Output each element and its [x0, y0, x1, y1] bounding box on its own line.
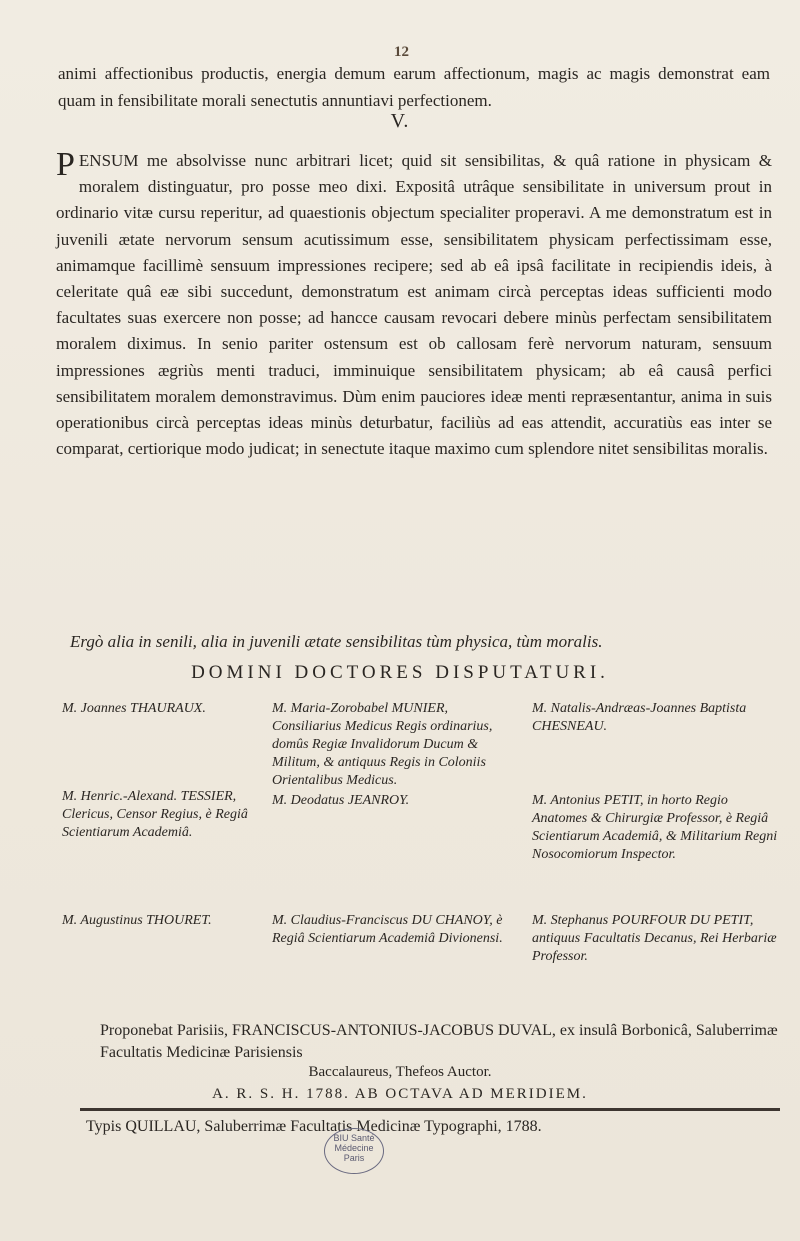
doctor-entry: M. Claudius-Franciscus DU CHANOY, è Regiâ Scientiarum Academiâ Divionensi. [272, 913, 503, 946]
library-stamp: BIU Santé Médecine Paris [324, 1128, 384, 1174]
ergo-conclusion: Ergò alia in senili, alia in juvenili ætate sensibilitas tùm physica, tùm moralis. [70, 632, 603, 651]
doctor-entry: M. Maria-Zorobabel MUNIER, Consiliarius Medicus Regis ordinarius, domûs Regiæ Invalidorum Ducum & Militum, & antiquus Regis in Coloniis Orientalibus Medicus. [272, 701, 493, 788]
printer-line: Typis QUILLAU, Saluberrimæ Facultatis Medicinæ Typographi, 1788. [86, 1118, 542, 1135]
doctor-entry: M. Joannes THAURAUX. [62, 701, 206, 716]
proponebat-line: Proponebat Parisiis, FRANCISCUS-ANTONIUS-JACOBUS DUVAL, ex insulâ Borbonicâ, Saluberrimæ Facultatis Medicinæ Parisiensis [100, 1022, 778, 1061]
page-number: 12 [394, 44, 409, 60]
divider-rule [80, 1108, 780, 1111]
doctors-heading: DOMINI DOCTORES DISPUTATURI. [191, 662, 609, 683]
drop-cap: P [56, 146, 75, 183]
doctor-entry: M. Deodatus JEANROY. [272, 793, 410, 808]
section-numeral: V. [390, 110, 410, 132]
doctor-entry: M. Augustinus THOURET. [62, 913, 212, 928]
date-line: A. R. S. H. 1788. AB OCTAVA AD MERIDIEM. [212, 1086, 588, 1102]
doctor-entry: M. Natalis-Andræas-Joannes Baptista CHESNEAU. [532, 701, 747, 734]
main-text: ENSUM me absolvisse nunc arbitrari licet; quid sit sensibilitas, & quâ ratione in physicam & moralem distinguatur, pro posse meo dixi. Expositâ utrâque sensibilitate in universum prout in ordinario vitæ cursu reperitur, ad quaestionis objectum specialiter properavi. A me demonstratum est in juvenili ætate nervorum sensum acutissimum esse, sensibilitatem physicam perfectissimam esse, animamque facillimè sensuum impressiones recipere; sed ab eâ ipsâ facilitate in recipiendis ideis, à celeritate quâ eæ sibi succedunt, demonstratum est animam circà perceptas ideas sufficienti modo facultates suas exercere non posse; ad hancce causam revocari debere minùs perfectam sensibilitatem moralem diximus. In senio pariter ostensum est ob callosam ferè nervorum naturam, sensuum impressiones ægriùs menti traduci, imminuique sensibilitatem physicam; ab eâ causâ perfici sensibilitatem moralem demonstravimus. Dùm enim pauciores ideæ menti repræsentantur, anima in suis operationibus circà perceptas ideas minùs deturbatur, faciliùs ad eas attendit, accuratiùs eas inter se comparat, certiorique modo judicat; in senectute itaque maximo cum splendore nitet sensibilitas moralis. [56, 151, 772, 459]
main-paragraph [56, 148, 772, 462]
doctor-entry: M. Henric.-Alexand. TESSIER, Clericus, Censor Regius, è Regiâ Scientiarum Academiâ. [62, 789, 248, 840]
doctor-entry: M. Antonius PETIT, in horto Regio Anatomes & Chirurgiæ Professor, è Regiâ Scientiarum Academiâ, & Militarium Regni Nosocomiorum Inspector. [532, 793, 778, 862]
doctor-entry: M. Stephanus POURFOUR DU PETIT, antiquus Facultatis Decanus, Rei Herbariæ Professor. [532, 913, 777, 964]
top-paragraph: animi affectionibus productis, energia demum earum affectionum, magis ac magis demonstrat eam quam in fensibilitate morali senectutis annuntiavi perfectionem. [58, 64, 770, 110]
baccalaureus-line: Baccalaureus, Thefeos Auctor. [308, 1064, 492, 1080]
